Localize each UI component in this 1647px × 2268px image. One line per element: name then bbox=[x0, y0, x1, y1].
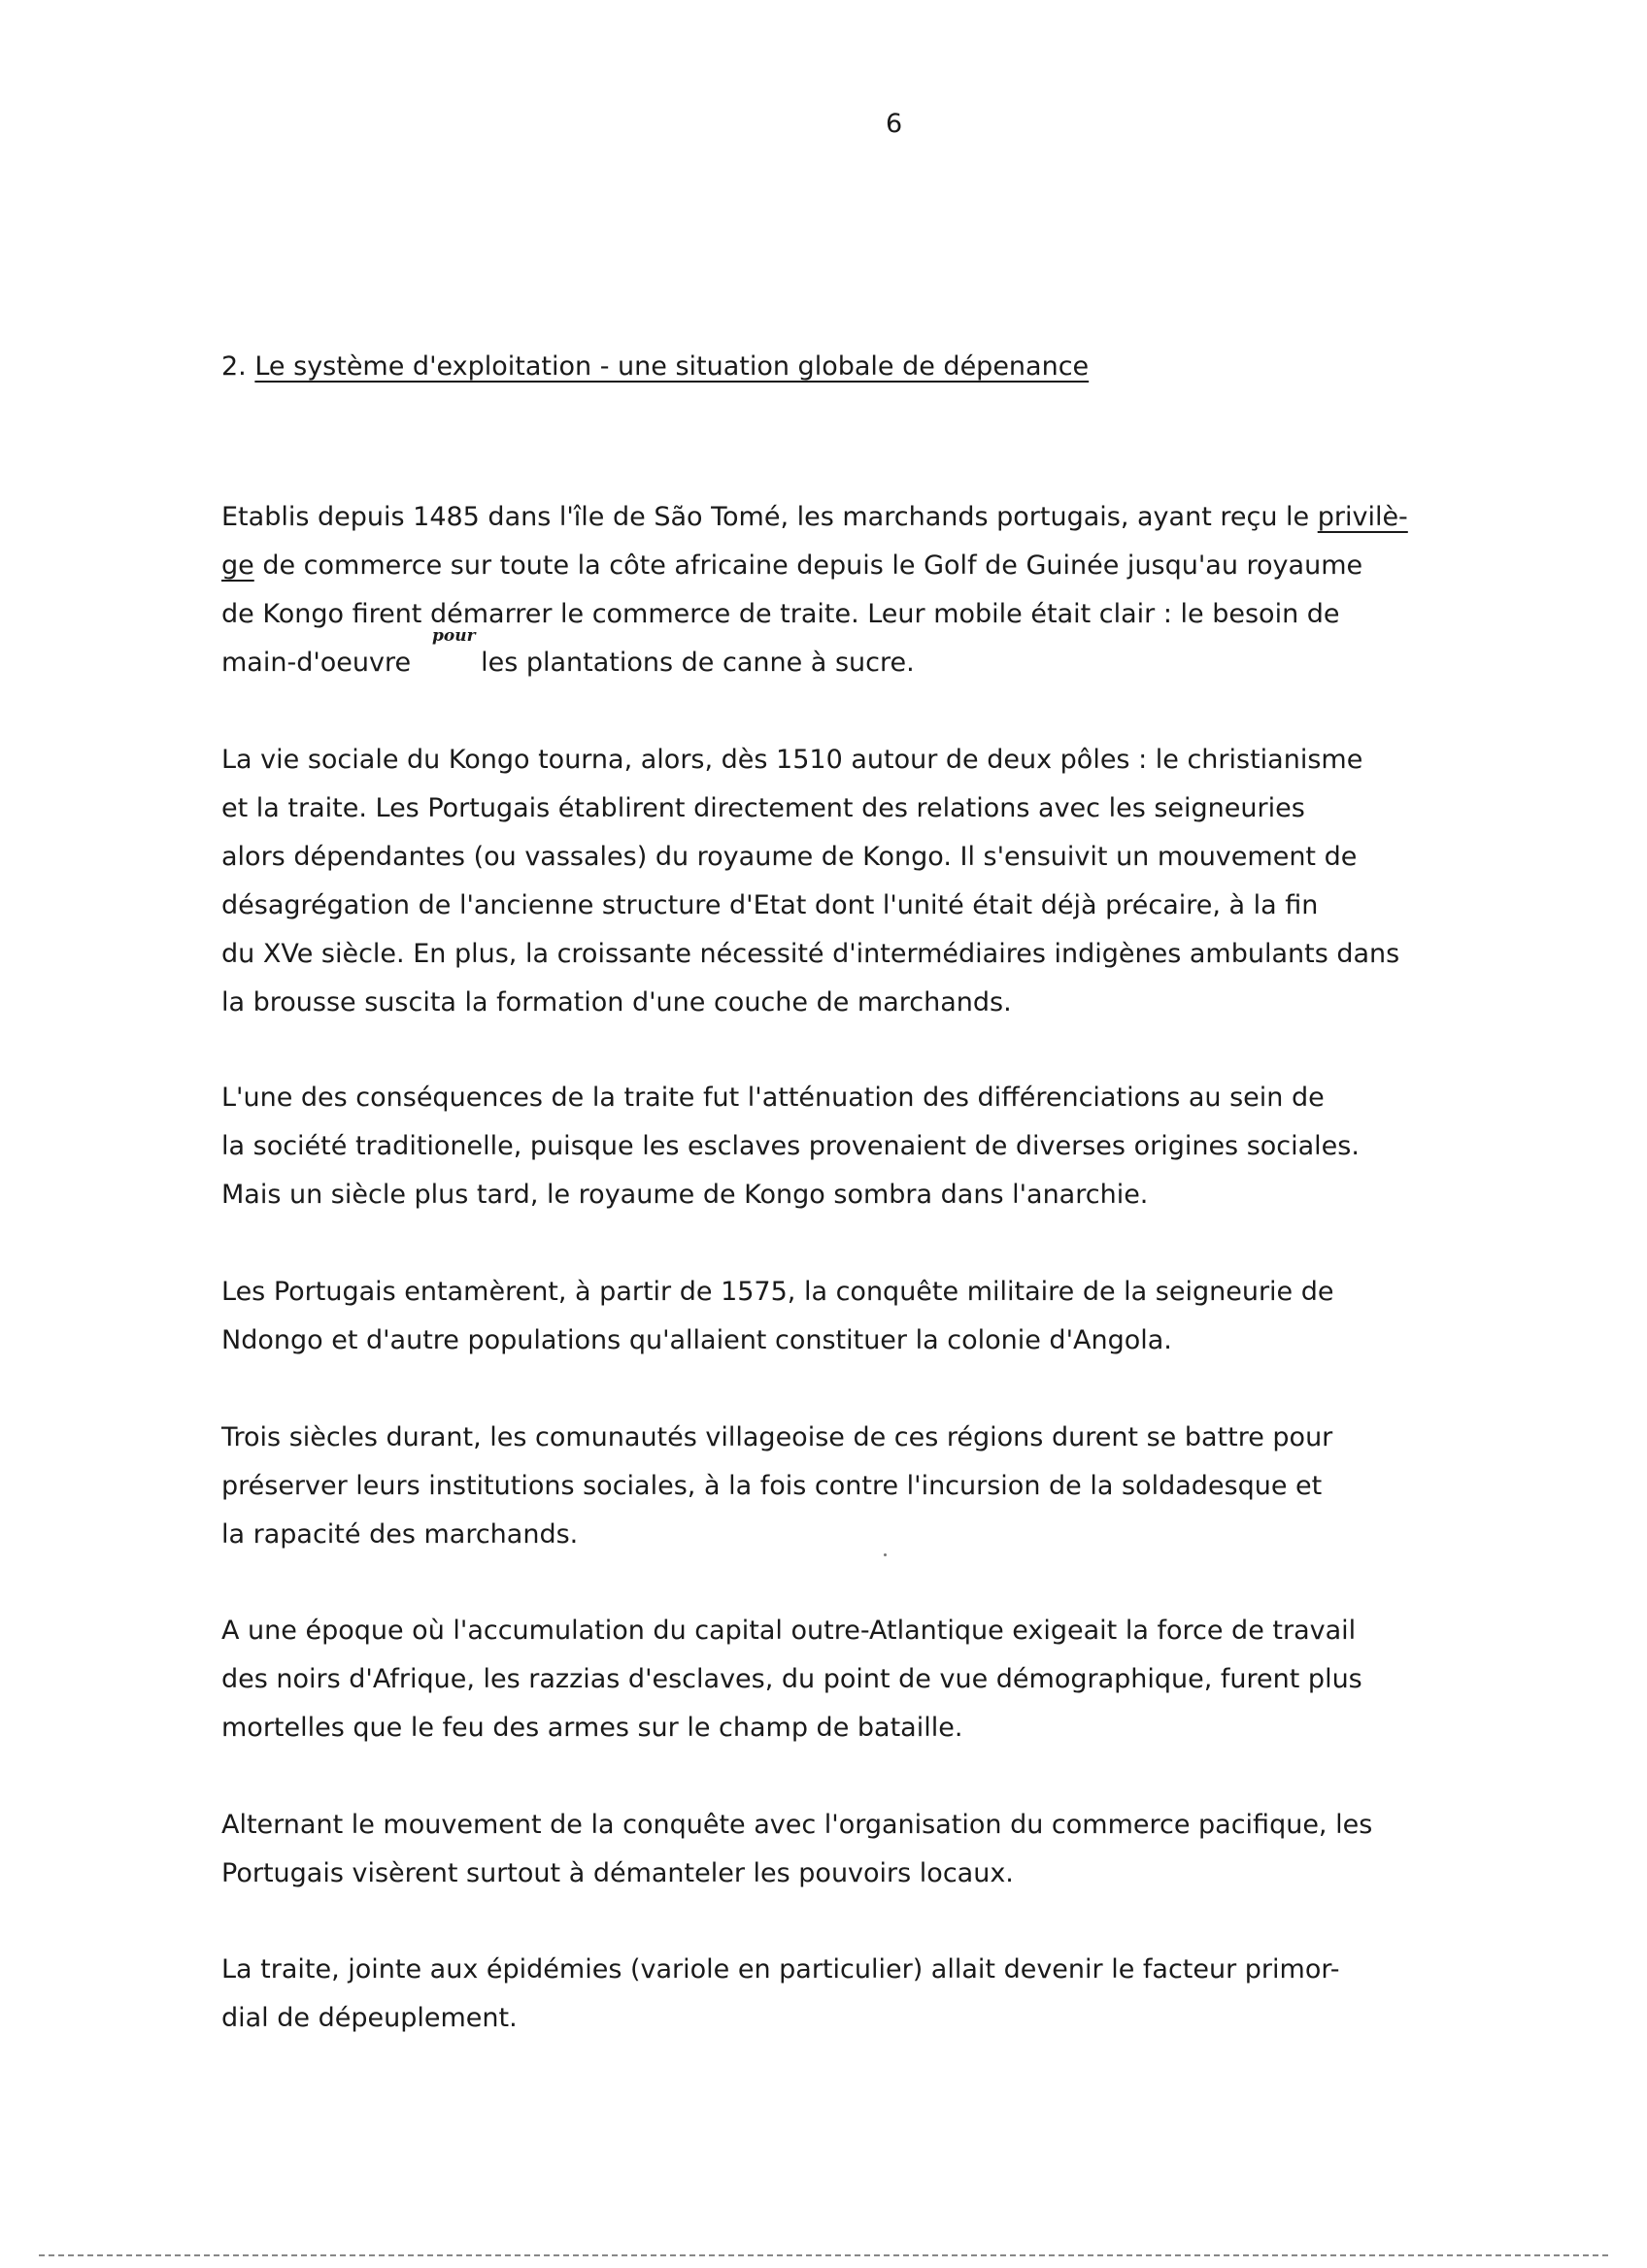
p2-line-6: la brousse suscita la formation d'une couche de marchands. bbox=[221, 987, 1012, 1017]
paragraph-3 bbox=[221, 1074, 1360, 1219]
handwritten-annotation: pour bbox=[432, 626, 476, 646]
paragraph-8 bbox=[221, 1946, 1339, 2043]
p3-line-1: L'une des conséquences de la traite fut l'atténuation des différenciations au sein de bbox=[221, 1083, 1325, 1113]
paragraph-1 bbox=[221, 493, 1408, 687]
scan-speck bbox=[884, 1553, 887, 1556]
paragraph-5 bbox=[221, 1414, 1332, 1559]
p2-line-5: du XVe siècle. En plus, la croissante nécessité d'intermédiaires indigènes ambulants dans bbox=[221, 939, 1400, 969]
p1-line-3: de Kongo firent démarrer le commerce de traite. Leur mobile était clair : le besoin de bbox=[221, 599, 1340, 629]
paragraph-4 bbox=[221, 1268, 1334, 1365]
underlined-word-ge: ge bbox=[221, 550, 254, 581]
footer-rule bbox=[39, 2254, 1608, 2256]
p7-line-2: Portugais visèrent surtout à démanteler les pouvoirs locaux. bbox=[221, 1858, 1014, 1888]
page-number: 6 bbox=[886, 109, 903, 139]
p8-line-1: La traite, jointe aux épidémies (variole en particulier) allait devenir le facteur primor- bbox=[221, 1954, 1340, 1984]
p6-line-1: A une époque où l'accumulation du capital outre-Atlantique exigeait la force de travail bbox=[221, 1616, 1357, 1646]
paragraph-6 bbox=[221, 1607, 1362, 1752]
p1-line-4-start: main-d'oeuvre bbox=[221, 648, 412, 678]
p4-line-2: Ndongo et d'autre populations qu'allaient constituer la colonie d'Angola. bbox=[221, 1325, 1172, 1355]
p5-line-3: la rapacité des marchands. bbox=[221, 1519, 579, 1550]
paragraph-7 bbox=[221, 1801, 1372, 1898]
p5-line-2: préserver leurs institutions sociales, à la fois contre l'incursion de la soldadesque et bbox=[221, 1471, 1323, 1501]
p4-line-1: Les Portugais entamèrent, à partir de 1575, la conquête militaire de la seigneurie de bbox=[221, 1277, 1334, 1307]
p2-line-3: alors dépendantes (ou vassales) du royaume de Kongo. Il s'ensuivit un mouvement de bbox=[221, 842, 1358, 872]
p2-line-2: et la traite. Les Portugais établirent directement des relations avec les seigneuries bbox=[221, 793, 1305, 823]
section-title: Le système d'exploitation - une situation globale de dépenance bbox=[254, 351, 1090, 382]
p8-line-2: dial de dépeuplement. bbox=[221, 2003, 518, 2033]
p3-line-2: la société traditionelle, puisque les esclaves provenaient de diverses origines sociales. bbox=[221, 1131, 1360, 1161]
p2-line-1: La vie sociale du Kongo tourna, alors, dès 1510 autour de deux pôles : le christianisme bbox=[221, 745, 1363, 775]
p2-line-4: désagrégation de l'ancienne structure d'Etat dont l'unité était déjà précaire, à la fin bbox=[221, 890, 1319, 920]
p6-line-2: des noirs d'Afrique, les razzias d'esclaves, du point de vue démographique, furent plus bbox=[221, 1664, 1362, 1694]
p7-line-1: Alternant le mouvement de la conquête avec l'organisation du commerce pacifique, les bbox=[221, 1810, 1373, 1840]
p1-line-1: Etablis depuis 1485 dans l'île de São Tomé, les marchands portugais, ayant reçu le bbox=[221, 502, 1318, 532]
underlined-word-privilege: privilè- bbox=[1317, 502, 1408, 532]
paragraph-2 bbox=[221, 736, 1399, 1027]
p6-line-3: mortelles que le feu des armes sur le champ de bataille. bbox=[221, 1713, 963, 1743]
section-heading bbox=[221, 351, 1089, 382]
p3-line-3: Mais un siècle plus tard, le royaume de Kongo sombra dans l'anarchie. bbox=[221, 1180, 1149, 1210]
p1-line-2: de commerce sur toute la côte africaine depuis le Golf de Guinée jusqu'au royaume bbox=[253, 550, 1363, 581]
p5-line-1: Trois siècles durant, les comunautés villageoise de ces régions durent se battre pour bbox=[221, 1422, 1333, 1452]
p1-line-4: les plantations de canne à sucre. bbox=[481, 648, 915, 678]
section-number: 2. bbox=[221, 351, 247, 382]
